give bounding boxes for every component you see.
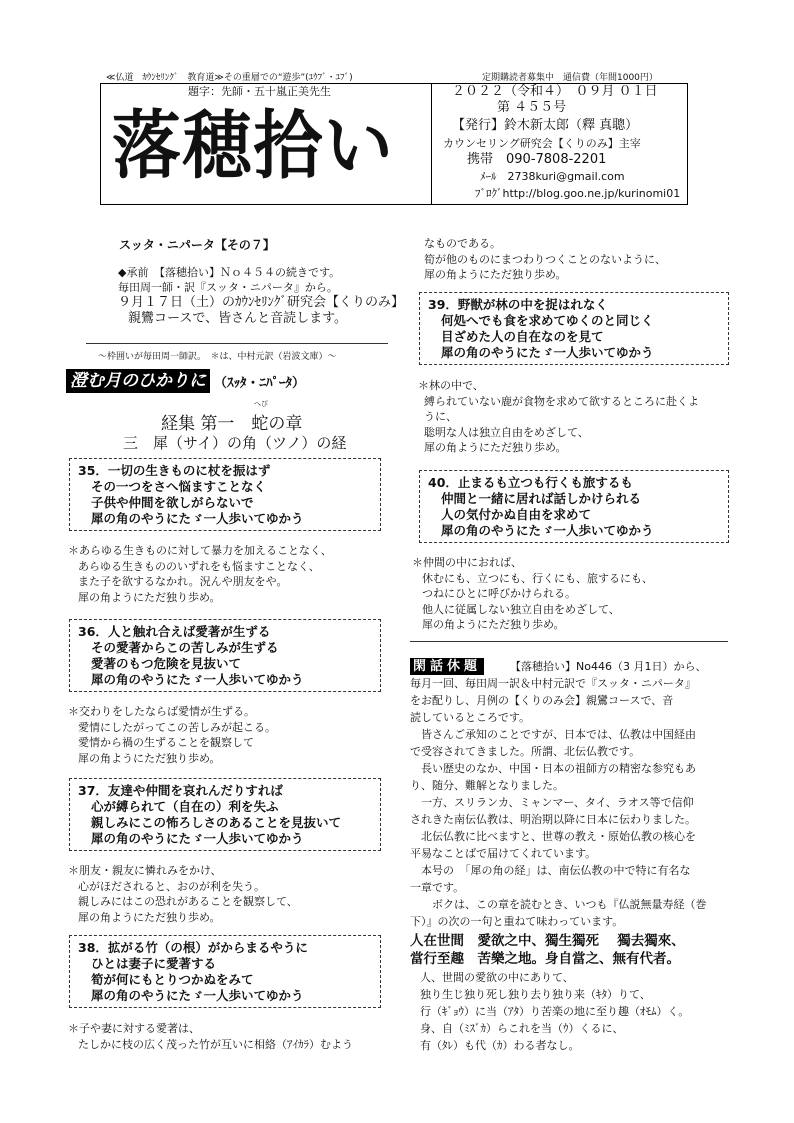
column-line: 【落穂拾い】No446（3 月1日）から、	[510, 660, 707, 673]
blog-url: ﾌﾞﾛｸﾞhttp://blog.goo.ne.jp/kurinomi01	[475, 187, 681, 200]
column-line: 長い歴史のなか、中国・日本の祖師方の精密な参究もあ	[410, 762, 696, 775]
quote-line: 當行至趣 苦樂之地。身自當之、無有代者。	[410, 951, 680, 967]
verse-line: 犀の角のやうにたゞ一人歩いてゆかう	[441, 345, 654, 360]
verse-line: 犀の角のやうにたゞ一人歩いてゆかう	[91, 988, 304, 1003]
intro-line: 毎田周一師・訳『スッタ・ニパータ』から。	[118, 281, 338, 294]
verse-box	[419, 292, 729, 365]
banner-subtitle: （ｽｯﾀ・ﾆﾊﾟｰﾀ）	[214, 375, 306, 391]
translator-note: ～枠囲いが毎田周一師訳。 ＊は、中村元訳（岩波文庫）～	[98, 352, 337, 362]
chapter-title: 経集 第一 蛇の章	[161, 414, 303, 434]
reading-line: 人、世間の愛欲の中にありて、	[420, 971, 574, 984]
verse-line: 犀の角のやうにたゞ一人歩いてゆかう	[91, 672, 304, 687]
verse-line: 心が縛られて（自在の）利を失ふ	[91, 799, 279, 814]
verse-line: 37．友達や仲間を哀れんだりすれば	[78, 783, 283, 798]
issue-number: 第 ４５５号	[497, 100, 567, 115]
note-line: 愛情にしたがってこの苦しみが起こる。	[78, 720, 276, 734]
rule	[86, 343, 388, 344]
verse-line: 犀の角のやうにたゞ一人歩いてゆかう	[91, 831, 304, 846]
verse-box	[69, 778, 381, 851]
verse-note	[68, 704, 276, 766]
verse-line: 愛著のもつ危険を見抜いて	[91, 656, 242, 671]
chapter-ruby: へび	[254, 400, 268, 408]
verse-box	[69, 458, 381, 531]
continued-note	[424, 236, 666, 283]
intro-line: ９月１７日（土）のｶｳﾝｾﾘﾝｸﾞ研究会【くりのみ】	[118, 295, 405, 310]
verse-note	[68, 863, 298, 925]
note-line: うに、	[424, 410, 457, 423]
reading-line: 行（ｷﾞｮｳ）に当（ｱﾀ）り苦楽の地に至り趣（ｵﾓﾑ）く。	[420, 1005, 690, 1018]
verse-line: 犀の角のやうにたゞ一人歩いてゆかう	[91, 511, 304, 526]
column-line: 読しているところです。	[410, 711, 531, 724]
note-line: ＊朋友・親友に憐れみをかけ、	[68, 864, 222, 877]
note-line: 縛られていない鹿が食物を求めて欲するところに赴くよ	[424, 394, 699, 408]
verse-line: 親しみにこの怖ろしさのあることを見抜いて	[91, 815, 342, 830]
column-body	[410, 658, 728, 930]
note-line: たしかに枝の広く茂った竹が互いに相絡（ｱｲｶﾗ）むよう	[78, 1037, 353, 1051]
note-line: なものである。	[424, 237, 501, 250]
note-line: ＊仲間の中におれば、	[412, 556, 522, 569]
verse-line: 筍が何にもとりつかぬをみて	[91, 972, 254, 987]
verse-note	[68, 543, 332, 605]
note-line: 心がほだされると、おのが利を失う。	[78, 879, 265, 893]
note-line: 親しみにはこの恐れがあることを観察して、	[78, 895, 298, 908]
verse-note	[68, 1021, 353, 1052]
note-line: あらゆる生きもののいずれをも悩ますことなく、	[78, 559, 320, 573]
calligraphy-credit: 題字：先師・五十嵐正美先生	[188, 85, 331, 98]
verse-line: 犀の角のやうにたゞ一人歩いてゆかう	[441, 523, 654, 538]
intro-line: ◆承前 【落穂拾い】Ｎｏ４５４の続きです。	[118, 266, 341, 279]
column-line: 平易なことばで届けてくれています。	[410, 847, 597, 860]
intro-block	[88, 265, 405, 327]
column-line: ボクは、この章を読むとき、いつも『仏説無量寿経（巻	[410, 898, 707, 911]
email: ﾒｰﾙ 2738kuri@gmail.com	[480, 170, 625, 183]
verse-line: ひとは妻子に愛著する	[91, 956, 217, 971]
verse-line: その一つをさへ悩ますことなく	[91, 479, 267, 494]
phone: 携帯 090-7808-2201	[467, 152, 607, 167]
verse-line: 仲間と一緒に居れば話しかけられる	[441, 491, 642, 506]
column-line: をお配りし、月例の【くりのみ会】親鸞コースで、音	[410, 694, 674, 707]
note-line: 犀の角ようにただ独り歩め。	[424, 441, 567, 454]
verse-line: 36．人と触れ合えば愛著が生ずる	[78, 624, 271, 639]
verse-note	[412, 555, 653, 633]
column-line: 毎月一回、毎田周一訳＆中村元訳で『スッタ・ニパータ』	[410, 677, 696, 690]
note-line: 犀の角ようにただ独り歩め。	[78, 590, 221, 604]
verse-box	[69, 935, 381, 1008]
column-line: で受容されてきました。所謂、北伝仏教です。	[410, 745, 641, 758]
publisher: 【発行】鈴木新太郎（釋 真聰）	[452, 118, 639, 133]
column-line: 北伝仏教に比べますと、世尊の教え・原始仏教の核心を	[410, 830, 696, 843]
note-line: 犀の角ようにただ独り歩め。	[422, 618, 565, 631]
note-line: 犀の角ようにただ独り歩め。	[424, 268, 567, 281]
quote-reading	[420, 969, 689, 1054]
column-line: されきた南伝仏教は、明治期以降に日本に伝わりました。	[410, 813, 696, 826]
verse-line: その愛著からこの苦しみが生ずる	[91, 640, 279, 655]
note-line: 休むにも、立つにも、行くにも、旅するにも、	[422, 571, 653, 585]
note-line: ＊林の中で、	[418, 379, 484, 392]
verse-line: 何処へでも食を求めてゆくのと同じく	[441, 313, 654, 328]
verse-line: 子供や仲間を欲しがらないで	[91, 495, 254, 510]
reading-line: 身、自（ﾐｽﾞｶ）らこれを当（ｳ）くるに、	[420, 1022, 624, 1035]
subscription-note: 定期購読者募集中 通信費（年間1000円）	[482, 73, 658, 83]
column-line: 一章です。	[410, 881, 465, 894]
sutra-quote	[410, 932, 685, 968]
note-line: ＊交わりをしたならば愛情が生ずる。	[68, 705, 255, 718]
quote-line: 人在世間 愛欲之中、獨生獨死 獨去獨來、	[410, 933, 685, 949]
verse-box	[69, 619, 381, 692]
column-line: 一方、スリランカ、ミャンマー、タイ、ラオス等で信仰	[410, 796, 694, 809]
issue-date: ２０２２（令和４） ０９月 ０１日	[452, 84, 658, 99]
note-line: ＊あらゆる生きものに対して暴力を加えることなく、	[68, 544, 332, 557]
masthead-tagline: ≪仏道 ｶｳﾝｾﾘﾝｸﾞ 教育道≫その重層での“遊歩”(ﾕｳﾌﾞ・ﾕﾌﾞ)	[106, 73, 353, 83]
masthead-divider	[431, 83, 432, 204]
sutra-title: 三 犀（サイ）の角（ツノ）の経	[123, 434, 347, 452]
reading-line: 有（ﾀﾚ）も代（ｶ）わる者なし。	[420, 1039, 580, 1052]
intro-line: 親鸞コースで、皆さんと音読します。	[128, 311, 348, 326]
column-line: 本号の 「犀の角の経」は、南伝仏教の中で特に有名な	[410, 864, 691, 877]
column-line: り、随分、難解となりました。	[410, 779, 564, 792]
rule	[410, 641, 728, 642]
note-line: 聡明な人は独立自由をめざして、	[424, 425, 589, 439]
verse-line: 40．止まるも立つも行くも旅するも	[428, 475, 633, 490]
verse-line: 35．一切の生きものに杖を振はず	[78, 463, 271, 478]
verse-line: 39．野獣が林の中を捉はれなく	[428, 297, 608, 312]
column-line: 皆さんご承知のことですが、日本では、仏教は中国経由	[410, 728, 696, 741]
verse-note	[418, 378, 699, 456]
note-line: 犀の角ようにただ独り歩め。	[78, 910, 221, 924]
banner-title: 澄む月のひかりに	[66, 369, 210, 393]
column-line: 下）』の次の一句と重ねて味わっています。	[410, 915, 624, 928]
organization: カウンセリング研究会【くりのみ】主宰	[443, 137, 641, 150]
note-line: 犀の角ようにただ独り歩め。	[78, 751, 221, 765]
banner	[66, 369, 305, 393]
note-line: 筍が他のものにまつわりつくことのないように、	[424, 252, 666, 266]
note-line: また子を欲するなかれ。況んや朋友をや。	[78, 575, 288, 588]
verse-box	[419, 470, 729, 543]
section-title: スッタ・ニパータ【その７】	[119, 238, 275, 252]
reading-line: 独り生じ独り死し独り去り独り来（ｷﾀ）りて、	[420, 988, 651, 1001]
column-label: 閑話休題	[410, 658, 484, 675]
note-line: 愛情から禍の生ずることを観察して	[78, 736, 254, 749]
verse-line: 人の気付かぬ自由を求めて	[441, 507, 592, 522]
verse-line: 目ざめた人の自在なのを見て	[441, 329, 604, 344]
note-line: 他人に従属しない独立自由をめざして、	[422, 602, 620, 616]
note-line: つねにひとに呼びかけられる。	[422, 587, 576, 600]
newsletter-title: 落穂拾い	[112, 103, 395, 189]
verse-line: 38．拡がる竹（の根）がからまるやうに	[78, 940, 308, 955]
note-line: ＊子や妻に対する愛著は、	[68, 1022, 200, 1035]
